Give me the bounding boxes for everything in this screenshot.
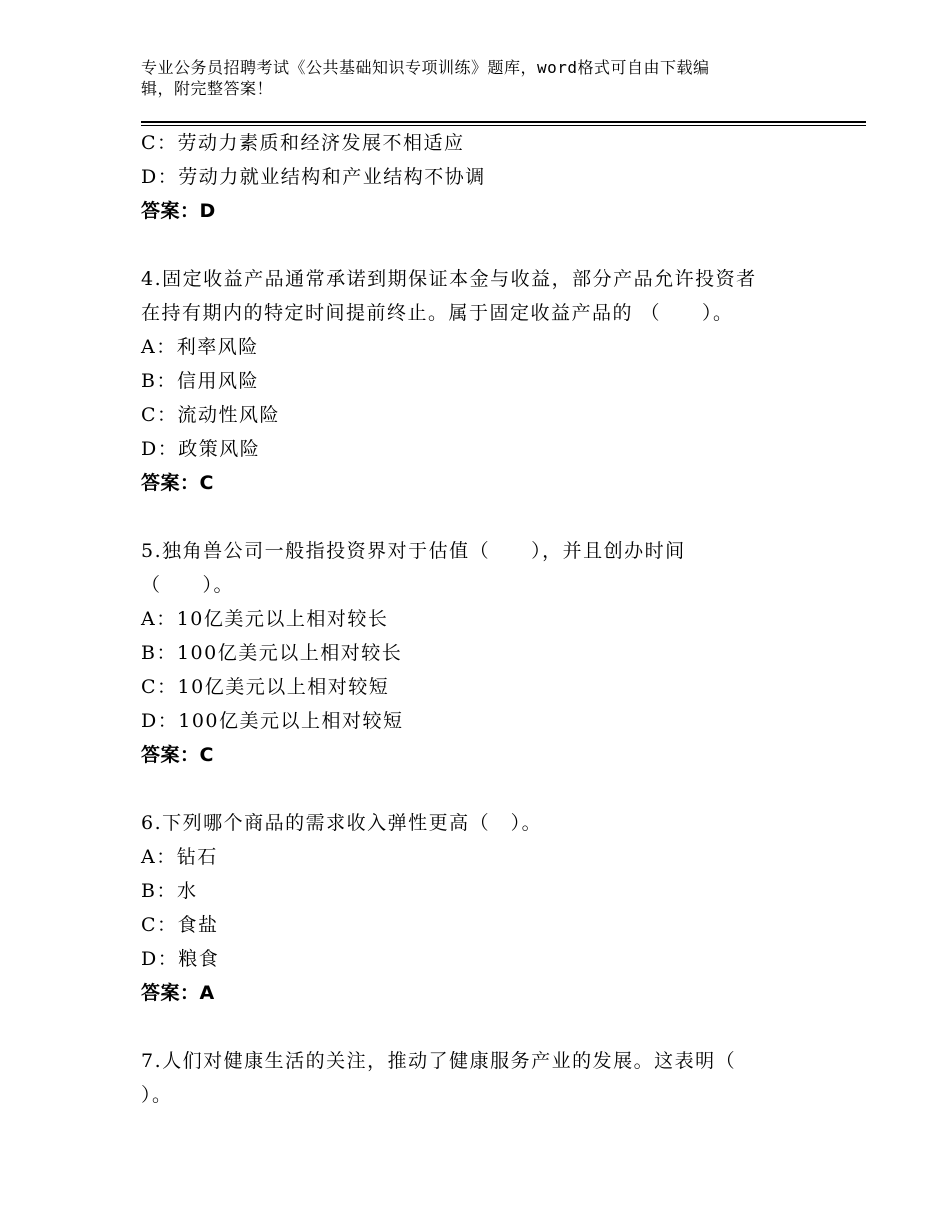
question-content	[141, 126, 841, 1112]
option-d: D：劳动力就业结构和产业结构不协调	[141, 166, 486, 188]
question-7	[141, 1044, 841, 1112]
option-c: C：流动性风险	[141, 404, 281, 426]
option-b: B：水	[141, 880, 198, 902]
page-header	[141, 57, 821, 99]
question-stem-line: 在持有期内的特定时间提前终止。属于固定收益产品的 （ ）。	[141, 302, 734, 324]
spacer	[141, 228, 841, 262]
question-stem-line: （ ）。	[141, 574, 235, 596]
carryover-block	[141, 126, 841, 228]
spacer	[141, 500, 841, 534]
option-c: C：10亿美元以上相对较短	[141, 676, 390, 698]
option-d: D：政策风险	[141, 438, 261, 460]
question-stem-line: ）。	[141, 1084, 173, 1106]
option-b: B：信用风险	[141, 370, 259, 392]
question-stem-line: 7.人们对健康生活的关注，推动了健康服务产业的发展。这表明（	[141, 1050, 737, 1072]
answer-line: 答案：C	[141, 472, 214, 494]
question-stem-line: 4.固定收益产品通常承诺到期保证本金与收益，部分产品允许投资者	[141, 268, 757, 290]
question-4	[141, 262, 841, 500]
answer-line: 答案：D	[141, 200, 216, 222]
answer-line: 答案：C	[141, 744, 214, 766]
question-stem-line: 6.下列哪个商品的需求收入弹性更高（ ）。	[141, 812, 543, 834]
question-stem-line: 5.独角兽公司一般指投资界对于估值（ ），并且创办时间	[141, 540, 686, 562]
option-d: D：100亿美元以上相对较短	[141, 710, 404, 732]
spacer	[141, 1010, 841, 1044]
question-6	[141, 806, 841, 1010]
option-c: C：食盐	[141, 914, 219, 936]
header-line-1: 专业公务员招聘考试《公共基础知识专项训练》题库，word格式可自由下载编	[141, 58, 710, 77]
header-line-2: 辑，附完整答案！	[141, 79, 274, 98]
option-a: A：利率风险	[141, 336, 259, 358]
option-b: B：100亿美元以上相对较长	[141, 642, 403, 664]
header-rule-thick	[141, 121, 866, 123]
option-a: A：10亿美元以上相对较长	[141, 608, 389, 630]
answer-line: 答案：A	[141, 982, 215, 1004]
spacer	[141, 772, 841, 806]
option-a: A：钻石	[141, 846, 218, 868]
option-c: C：劳动力素质和经济发展不相适应	[141, 132, 465, 154]
option-d: D：粮食	[141, 948, 220, 970]
question-5	[141, 534, 841, 772]
